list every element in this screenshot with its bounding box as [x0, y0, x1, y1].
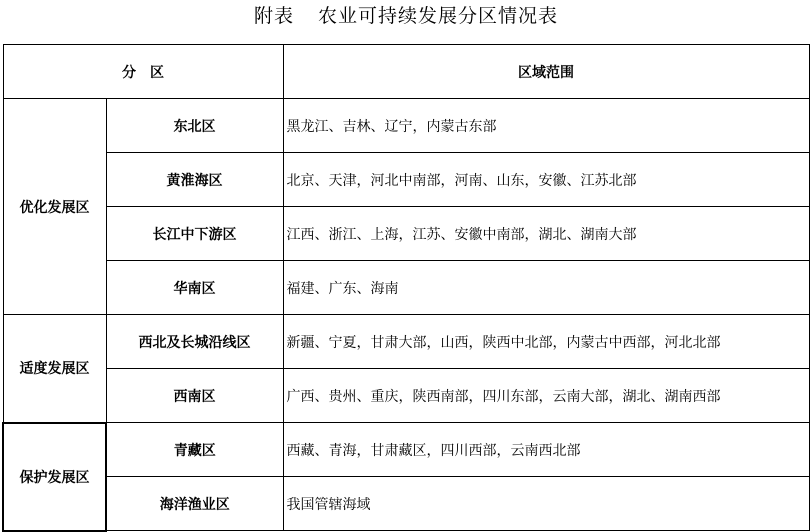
header-zone: 分 区 [3, 45, 283, 99]
subzone-cell: 西北及长城沿线区 [106, 315, 283, 369]
subzone-cell: 海洋渔业区 [106, 477, 283, 531]
subzone-cell: 长江中下游区 [106, 207, 283, 261]
table-row [3, 99, 809, 153]
table-row [3, 207, 809, 261]
table-row [3, 369, 809, 423]
table-row [3, 423, 809, 477]
range-cell: 我国管辖海域 [283, 477, 809, 531]
table-header-row [3, 45, 809, 99]
range-cell: 广西、贵州、重庆，陕西南部，四川东部，云南大部，湖北、湖南西部 [283, 369, 809, 423]
range-cell: 北京、天津，河北中南部，河南、山东，安徽、江苏北部 [283, 153, 809, 207]
range-cell: 福建、广东、海南 [283, 261, 809, 315]
subzone-cell: 东北区 [106, 99, 283, 153]
zoning-table [2, 44, 810, 532]
table-row [3, 261, 809, 315]
group-cell-optimize: 优化发展区 [3, 99, 106, 315]
page-title [0, 0, 812, 34]
table-row [3, 153, 809, 207]
range-cell: 新疆、宁夏，甘肃大部，山西，陕西中北部，内蒙古中西部，河北北部 [283, 315, 809, 369]
title-text: 农业可持续发展分区情况表 [318, 5, 559, 27]
range-cell: 江西、浙江、上海，江苏、安徽中南部，湖北、湖南大部 [283, 207, 809, 261]
table-row [3, 315, 809, 369]
subzone-cell: 西南区 [106, 369, 283, 423]
range-cell: 西藏、青海，甘肃藏区，四川西部，云南西北部 [283, 423, 809, 477]
header-range: 区域范围 [283, 45, 809, 99]
subzone-cell: 青藏区 [106, 423, 283, 477]
table-row [3, 477, 809, 531]
range-cell: 黑龙江、吉林、辽宁，内蒙古东部 [283, 99, 809, 153]
title-prefix: 附表 [253, 5, 294, 27]
group-cell-moderate: 适度发展区 [3, 315, 106, 423]
group-cell-protect: 保护发展区 [3, 423, 106, 531]
subzone-cell: 华南区 [106, 261, 283, 315]
subzone-cell: 黄淮海区 [106, 153, 283, 207]
